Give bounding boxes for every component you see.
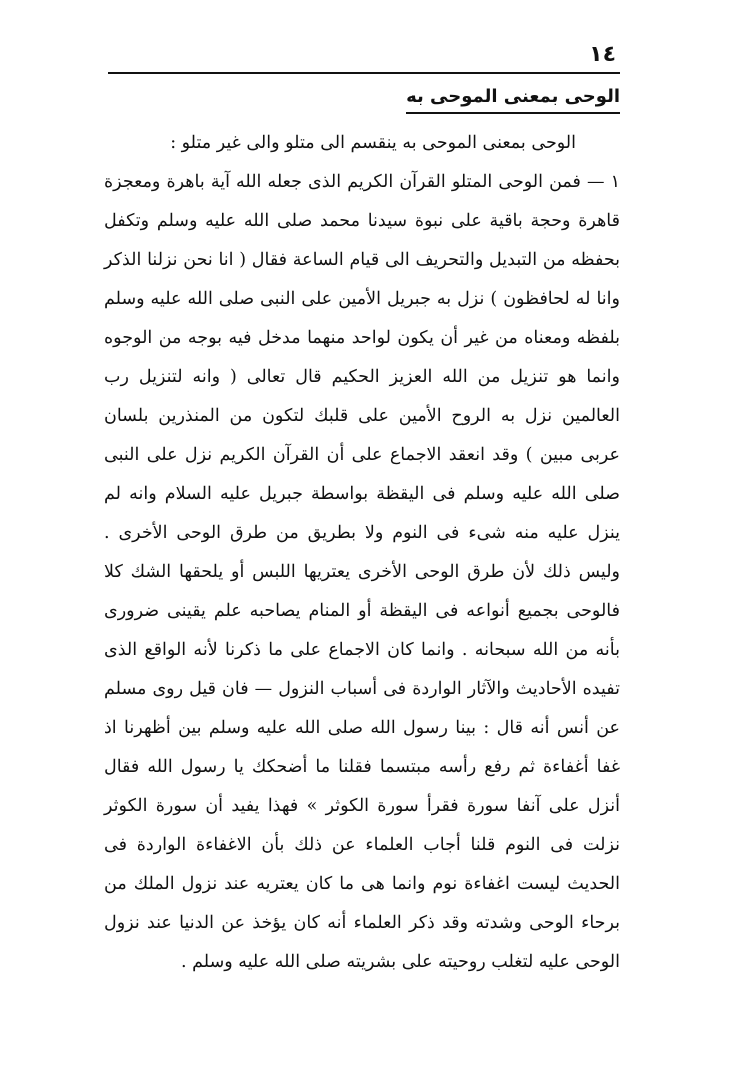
- intro-paragraph: الوحى بمعنى الموحى به ينقسم الى متلو والى غير متلو :: [170, 133, 576, 153]
- page-number: ١٤: [589, 42, 616, 67]
- body-text: [104, 124, 620, 982]
- header-rule: [108, 72, 620, 74]
- paragraph-1: ١ — فمن الوحى المتلو القرآن الكريم الذى جعله الله آية باهرة ومعجزة قاهرة وحجة باقية على نبوة سيدنا محمد صلى الله عليه وسلم وتكفل بحفظه من التبديل والتحريف الى قيام الساعة فقال ( انا نحن نزلنا الذكر وانا له لحافظون ) نزل به جبريل الأمين على النبى صلى الله عليه وسلم بلفظه ومعناه من غير أن يكون لواحد منهما مدخل فيه بوجه من الوجوه وانما هو تنزيل من الله العزيز الحكيم قال تعالى ( وانه لتنزيل رب العالمين نزل به الروح الأمين على قلبك لتكون من المنذرين بلسان عربى مبين ) وقد انعقد الاجماع على أن القرآن الكريم نزل على النبى صلى الله عليه وسلم فى اليقظة بواسطة جبريل عليه السلام وانه لم ينزل عليه منه شىء فى النوم ولا بطريق من طرق الوحى الأخرى . وليس ذلك لأن طرق الوحى الأخرى يعتريها اللبس أو يلحقها الشك كلا فالوحى بجميع أنواعه فى اليقظة أو المنام يصاحبه علم يقينى ضرورى بأنه من الله سبحانه . وانما كان الاجماع على ما ذكرنا لأنه الواقع الذى تفيده الأحاديث والآثار الواردة فى أسباب النزول — فان قيل روى مسلم عن أنس أنه قال : بينا رسول الله صلى الله عليه وسلم بين أظهرنا اذ غفا أغفاءة ثم رفع رأسه مبتسما فقلنا ما أضحكك يا رسول الله فقال أنزل على آنفا سورة فقرأ سورة الكوثر » فهذا يفيد أن سورة الكوثر نزلت فى النوم قلنا أجاب العلماء عن ذلك بأن الاغفاءة الواردة فى الحديث ليست اغفاءة نوم وانما هى ما كان يعتريه عند نزول الملك من برحاء الوحى وشدته وقد ذكر العلماء أنه كان يؤخذ عن الدنيا عند نزول الوحى عليه لتغلب روحيته على بشريته صلى الله عليه وسلم .: [104, 172, 620, 972]
- section-heading: الوحى بمعنى الموحى به: [406, 82, 620, 114]
